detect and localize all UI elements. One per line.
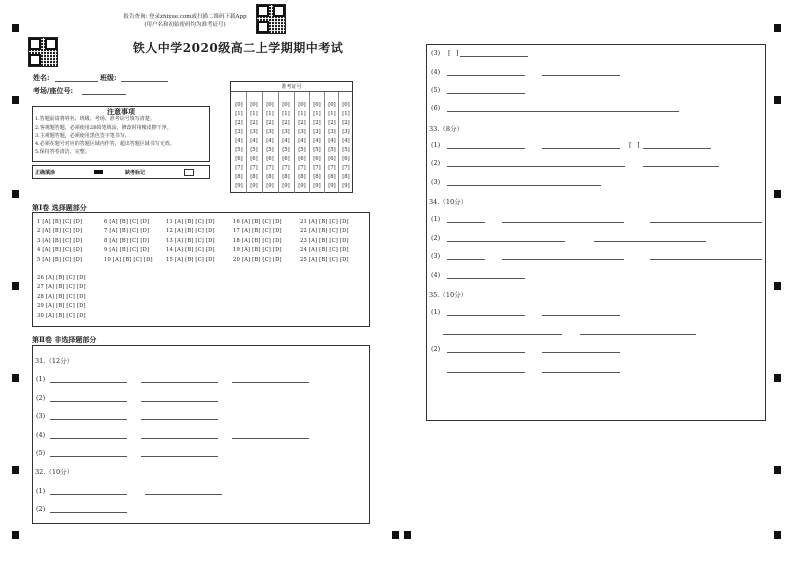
mc-question-row[interactable]: 23 [A] [B] [C] [D] [300,237,349,244]
exam-id-bubble[interactable]: [3] [313,129,321,135]
exam-id-column-divider [262,92,263,193]
answer-line[interactable] [232,382,309,383]
exam-id-bubble[interactable]: [6] [328,156,336,162]
exam-id-bubble[interactable]: [5] [342,147,350,153]
mc-question-row[interactable]: 13 [A] [B] [C] [D] [166,237,215,244]
answer-line[interactable] [542,315,620,316]
mc-question-row[interactable]: 20 [A] [B] [C] [D] [233,256,282,263]
exam-id-bubble[interactable]: [1] [250,111,258,117]
sub-question-label: (6) [431,104,441,112]
exam-id-bubble[interactable]: [8] [250,174,258,180]
mc-question-row[interactable]: 4 [A] [B] [C] [D] [37,247,83,254]
exam-id-bubble[interactable]: [0] [250,102,258,108]
sub-question-label: (3) [431,49,441,57]
exam-id-bubble[interactable]: [6] [282,156,290,162]
alignment-mark [774,374,781,382]
exam-id-bubble[interactable]: [3] [235,129,243,135]
answer-line[interactable] [50,419,127,420]
sub-question-label: (4) [431,271,441,279]
exam-id-bubble[interactable]: [6] [342,156,350,162]
missing-mark-label: 缺考标记 [125,170,146,176]
mc-question-row[interactable]: 9 [A] [B] [C] [D] [104,247,150,254]
exam-id-label: 准考证号 [281,84,302,90]
exam-id-column [340,101,352,191]
notice-item: 5.保持答卷清洁、完整。 [35,149,90,155]
exam-id-bubble[interactable]: [8] [328,174,336,180]
alignment-mark [392,531,399,539]
mc-question-row[interactable]: 8 [A] [B] [C] [D] [104,237,150,244]
alignment-mark [774,282,781,290]
alignment-mark [12,282,19,290]
exam-id-column [280,101,292,191]
answer-line[interactable] [141,419,218,420]
answer-line[interactable] [542,75,620,76]
answer-box-right [426,44,766,421]
answer-line[interactable] [232,438,309,439]
answer-line[interactable] [447,111,679,112]
exam-id-bubble[interactable]: [1] [235,111,243,117]
exam-id-bubble[interactable]: [1] [328,111,336,117]
answer-line[interactable] [447,75,525,76]
bracket-close: ] [637,141,640,149]
exam-id-bubble[interactable]: [1] [266,111,274,117]
answer-line[interactable] [643,166,719,167]
exam-id-bubble[interactable]: [2] [250,120,258,126]
exam-id-bubble[interactable]: [7] [266,165,274,171]
section1-title: 第Ⅰ卷 选择题部分 [32,203,87,212]
exam-id-column [248,101,260,191]
mc-question-row[interactable]: 29 [A] [B] [C] [D] [37,303,86,310]
exam-id-bubble[interactable]: [4] [313,138,321,144]
exam-id-bubble[interactable]: [6] [313,156,321,162]
exam-id-bubble[interactable]: [8] [266,174,274,180]
exam-id-column-divider [278,92,279,193]
qr-code-icon [29,38,57,66]
exam-id-bubble[interactable]: [7] [250,165,258,171]
exam-id-column-divider [294,92,295,193]
exam-id-bubble[interactable]: [2] [342,120,350,126]
sub-question-label: (3) [431,252,441,260]
answer-line[interactable] [447,185,601,186]
alignment-mark [12,466,19,474]
answer-line[interactable] [50,401,127,402]
mc-question-row[interactable]: 6 [A] [B] [C] [D] [104,219,150,225]
exam-id-bubble[interactable]: [6] [235,156,243,162]
exam-id-column [326,101,338,191]
mc-question-row[interactable]: 25 [A] [B] [C] [D] [300,256,349,263]
answer-line[interactable] [141,401,218,402]
exam-id-bubble[interactable]: [9] [342,183,350,189]
exam-id-bubble[interactable]: [7] [235,165,243,171]
answer-line[interactable] [447,222,485,223]
correct-fill-swatch [94,170,103,174]
sub-question-label: (1) [36,487,46,495]
answer-line[interactable] [443,334,562,335]
sub-question-label: (2) [431,345,441,353]
answer-line[interactable] [447,93,525,94]
answer-line[interactable] [643,148,711,149]
answer-line[interactable] [50,438,127,439]
answer-line[interactable] [50,382,127,383]
missing-mark-checkbox[interactable] [184,169,194,176]
mc-question-row[interactable]: 1 [A] [B] [C] [D] [37,219,83,225]
report-line-2: (用户名和初始密码均为准考证号) [144,22,226,28]
exam-id-bubble[interactable]: [6] [266,156,274,162]
answer-line[interactable] [594,241,706,242]
alignment-mark [774,96,781,104]
answer-line[interactable] [542,352,620,353]
answer-line[interactable] [145,494,222,495]
exam-id-bubble[interactable]: [9] [282,183,290,189]
answer-line[interactable] [650,222,762,223]
mc-question-row[interactable]: 7 [A] [B] [C] [D] [104,228,150,235]
exam-id-bubble[interactable]: [4] [328,138,336,144]
answer-line[interactable] [460,56,528,57]
exam-id-bubble[interactable]: [3] [282,129,290,135]
class-field[interactable] [121,81,168,82]
sub-question-label: (1) [431,141,441,149]
exam-id-bubble[interactable]: [1] [342,111,350,117]
exam-id-bubble[interactable]: [9] [313,183,321,189]
exam-id-column-divider [246,92,247,193]
exam-id-bubble[interactable]: [3] [266,129,274,135]
answer-line[interactable] [502,259,624,260]
mc-question-row[interactable]: 12 [A] [B] [C] [D] [166,228,215,235]
exam-id-bubble[interactable]: [0] [235,102,243,108]
q35-title: 35.（10分） [429,291,468,299]
exam-id-column [296,101,308,191]
alignment-mark [12,374,19,382]
answer-line[interactable] [447,241,565,242]
alignment-mark [404,531,411,539]
exam-id-bubble[interactable]: [0] [298,102,306,108]
bracket-open: [ [448,49,451,57]
answer-line[interactable] [447,166,625,167]
exam-id-bubble[interactable]: [1] [282,111,290,117]
alignment-mark [774,531,781,539]
sub-question-label: (1) [431,215,441,223]
exam-id-bubble[interactable]: [4] [342,138,350,144]
sub-question-label: (3) [36,412,46,420]
sub-question-label: (4) [36,431,46,439]
exam-id-bubble[interactable]: [3] [342,129,350,135]
sub-question-label: (1) [36,375,46,383]
answer-line[interactable] [447,315,525,316]
mc-question-row[interactable]: 26 [A] [B] [C] [D] [37,275,86,281]
exam-id-bubble[interactable]: [3] [328,129,336,135]
exam-id-bubble[interactable]: [7] [328,165,336,171]
sub-question-label: (5) [36,449,46,457]
room-seat-field[interactable] [82,94,126,95]
answer-line[interactable] [447,148,525,149]
name-label: 姓名: [33,73,50,82]
notice-item: 4.必须在题号对应的答题区域内作答，超出答题区域书写无效。 [35,141,175,147]
answer-line[interactable] [141,438,218,439]
mc-question-row[interactable]: 27 [A] [B] [C] [D] [37,284,86,291]
mc-question-row[interactable]: 5 [A] [B] [C] [D] [37,256,83,263]
exam-id-bubble[interactable]: [2] [266,120,274,126]
exam-id-bubble[interactable]: [2] [313,120,321,126]
exam-id-bubble[interactable]: [5] [313,147,321,153]
exam-id-column [311,101,323,191]
exam-id-bubble[interactable]: [4] [266,138,274,144]
exam-id-bubble[interactable]: [2] [282,120,290,126]
exam-id-bubble[interactable]: [5] [266,147,274,153]
answer-line[interactable] [542,148,620,149]
exam-id-column [233,101,245,191]
alignment-mark [12,190,19,198]
notice-item: 2.客观题答题，必须使用2B铅笔填涂，修改时用橡皮擦干净。 [35,125,172,131]
exam-id-bubble[interactable]: [8] [282,174,290,180]
alignment-mark [774,24,781,32]
exam-id-bubble[interactable]: [9] [235,183,243,189]
exam-id-bubble[interactable]: [8] [313,174,321,180]
exam-id-bubble[interactable]: [8] [235,174,243,180]
exam-id-bubble[interactable]: [5] [282,147,290,153]
exam-id-bubble[interactable]: [2] [328,120,336,126]
q31-title: 31.（12分） [35,357,74,365]
section2-title: 第Ⅱ卷 非选择题部分 [32,335,97,344]
sub-question-label: (2) [431,234,441,242]
answer-line[interactable] [50,494,127,495]
alignment-mark [774,190,781,198]
exam-id-column-divider [338,92,339,193]
exam-id-bubble[interactable]: [8] [342,174,350,180]
answer-line[interactable] [580,334,696,335]
name-field[interactable] [55,81,98,82]
mc-question-row[interactable]: 19 [A] [B] [C] [D] [233,247,282,254]
sub-question-label: (5) [431,86,441,94]
bracket-close: ] [456,49,459,57]
mc-question-row[interactable]: 11 [A] [B] [C] [D] [166,219,215,225]
sub-question-label: (2) [36,505,46,513]
exam-id-bubble[interactable]: [7] [342,165,350,171]
mc-question-row[interactable]: 2 [A] [B] [C] [D] [37,228,83,235]
answer-line[interactable] [141,456,218,457]
exam-id-bubble[interactable]: [7] [313,165,321,171]
mc-question-row[interactable]: 17 [A] [B] [C] [D] [233,228,282,235]
mc-question-row[interactable]: 18 [A] [B] [C] [D] [233,237,282,244]
exam-id-bubble[interactable]: [4] [235,138,243,144]
answer-line[interactable] [447,352,525,353]
answer-line[interactable] [50,512,127,513]
exam-id-bubble[interactable]: [7] [282,165,290,171]
report-line-1: 报告查询: 登录zhixue.com或扫描二维码下载App [123,14,247,20]
exam-id-bubble[interactable]: [5] [298,147,306,153]
exam-id-divider [230,91,353,92]
mc-question-row[interactable]: 22 [A] [B] [C] [D] [300,228,349,235]
answer-line[interactable] [141,382,218,383]
sub-question-label: (3) [431,178,441,186]
exam-id-bubble[interactable]: [2] [235,120,243,126]
bracket-open: [ [629,141,632,149]
q32-title: 32.（10分） [35,468,74,476]
sub-question-label: (4) [431,68,441,76]
alignment-mark [12,24,19,32]
exam-id-bubble[interactable]: [0] [313,102,321,108]
exam-id-bubble[interactable]: [9] [298,183,306,189]
exam-id-bubble[interactable]: [3] [298,129,306,135]
mc-question-row[interactable]: 28 [A] [B] [C] [D] [37,293,86,300]
exam-id-bubble[interactable]: [6] [250,156,258,162]
mc-question-row[interactable]: 15 [A] [B] [C] [D] [166,256,215,263]
sub-question-label: (2) [36,394,46,402]
exam-id-column-divider [324,92,325,193]
qr-code-icon [257,5,285,33]
exam-id-bubble[interactable]: [9] [328,183,336,189]
mc-question-row[interactable]: 30 [A] [B] [C] [D] [37,312,86,319]
alignment-mark [774,466,781,474]
alignment-mark [12,96,19,104]
mc-question-row[interactable]: 10 [A] [B] [C] [D] [104,256,153,263]
exam-id-bubble[interactable]: [4] [298,138,306,144]
exam-id-bubble[interactable]: [5] [235,147,243,153]
exam-id-bubble[interactable]: [0] [342,102,350,108]
exam-id-bubble[interactable]: [7] [298,165,306,171]
answer-line[interactable] [502,222,624,223]
exam-id-bubble[interactable]: [8] [298,174,306,180]
exam-id-column [264,101,276,191]
exam-id-bubble[interactable]: [6] [298,156,306,162]
mc-question-row[interactable]: 21 [A] [B] [C] [D] [300,219,349,225]
exam-id-bubble[interactable]: [9] [266,183,274,189]
mc-question-row[interactable]: 16 [A] [B] [C] [D] [233,219,282,225]
answer-line[interactable] [447,259,485,260]
q34-title: 34.（10分） [429,198,468,206]
answer-line[interactable] [650,259,762,260]
notice-item: 1.答题前请将姓名、班级、考场、准考证号填写清楚。 [35,116,155,122]
exam-id-bubble[interactable]: [5] [250,147,258,153]
mc-question-row[interactable]: 14 [A] [B] [C] [D] [166,247,215,254]
notice-item: 3.主观题答题，必须使用黑色签字笔书写。 [35,133,130,139]
sub-question-label: (2) [431,159,441,167]
exam-id-bubble[interactable]: [2] [298,120,306,126]
exam-id-bubble[interactable]: [1] [298,111,306,117]
class-label: 班级: [100,73,117,82]
answer-line[interactable] [447,372,525,373]
exam-id-bubble[interactable]: [0] [282,102,290,108]
alignment-mark [12,531,19,539]
answer-line[interactable] [50,456,127,457]
exam-id-bubble[interactable]: [0] [328,102,336,108]
section2-box [32,345,370,524]
correct-fill-label: 正确填涂 [35,170,56,176]
notice-title: 注意事项 [107,107,135,116]
exam-id-bubble[interactable]: [5] [328,147,336,153]
sub-question-label: (1) [431,308,441,316]
answer-line[interactable] [542,372,620,373]
exam-id-bubble[interactable]: [3] [250,129,258,135]
exam-id-bubble[interactable]: [4] [250,138,258,144]
page-title: 铁人中学2020级高二上学期期中考试 [132,41,344,55]
exam-id-bubble[interactable]: [9] [250,183,258,189]
q33-title: 33.（8分） [429,125,463,133]
room-seat-label: 考场/座位号: [33,86,74,95]
exam-id-bubble[interactable]: [4] [282,138,290,144]
exam-id-bubble[interactable]: [0] [266,102,274,108]
answer-line[interactable] [447,278,525,279]
exam-id-bubble[interactable]: [1] [313,111,321,117]
mc-question-row[interactable]: 24 [A] [B] [C] [D] [300,247,349,254]
mc-question-row[interactable]: 3 [A] [B] [C] [D] [37,237,83,244]
exam-id-column-divider [309,92,310,193]
